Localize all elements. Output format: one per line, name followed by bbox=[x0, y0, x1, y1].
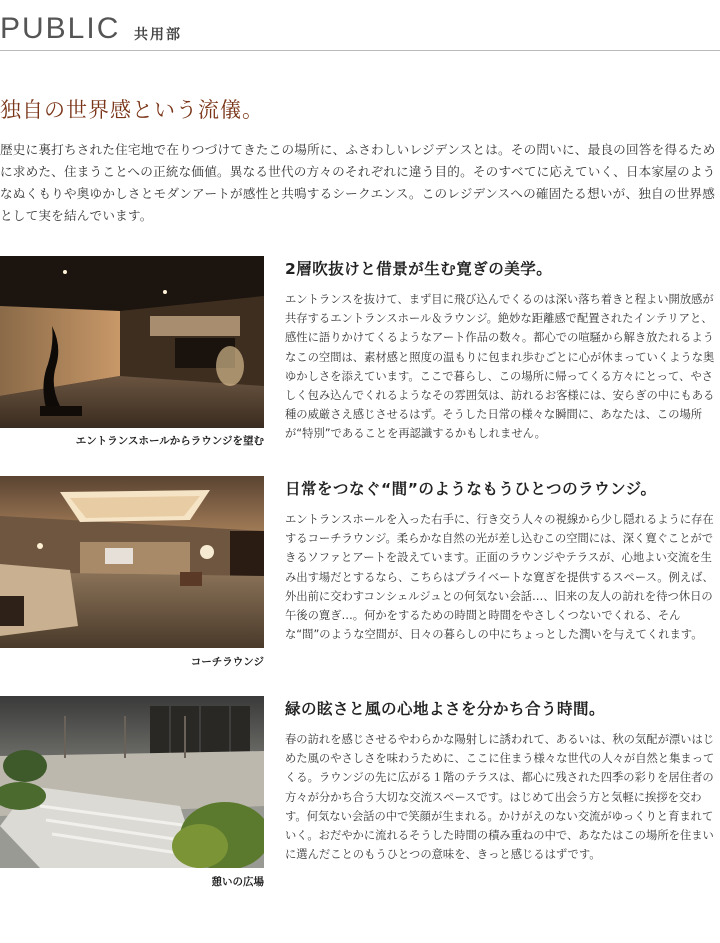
section-title: 緑の眩さと風の心地よさを分かち合う時間。 bbox=[285, 700, 606, 718]
page-title-jp: 共用部 bbox=[134, 27, 182, 43]
section-body: 春の訪れを感じさせるやわらかな陽射しに誘われて、あるいは、秋の気配が漂いはじめた風のやさしさを味わうために、ここに住まう様々な世代の人々が自然と集まってくる。ラウンジの先に広がる１階のテラスは、都心に残された四季の彩りを居住者の方々が分かち合う大切な交流スペースです。はじめて出会う方と気軽に挨拶を交わす。何気ない会話の中で笑顔が生まれる。かけがえのない交流がゆっくりと育まれていく。おだやかに流れるそうした時間の積み重ねの中で、あなたはこの場所を住まいに選んだことのもうひとつの意味を、きっと感じるはずです。 bbox=[285, 733, 715, 862]
headline: 独自の世界感という流儀。 bbox=[0, 98, 264, 122]
intro-paragraph: 歴史に裏打ちされた住宅地で在りつづけてきたこの場所に、ふさわしいレジデンスとは。その問いに、最良の回答を得るために求めた、住まうことへの正統な価値。異なる世代の方々のそれぞれに違う目的。そのすべてに応えていく、日本家屋のようなぬくもりや奥ゆかしさとモダンアートが感性と共鳴するシークエンス。このレジデンスへの確固たる想いが、独自の世界感として実を結んでいます。 bbox=[0, 142, 716, 223]
photo-caption: 憩いの広場 bbox=[211, 876, 264, 888]
section-body: エントランスホールを入った右手に、行き交う人々の視線から少し隠れるように存在するコーチラウンジ。柔らかな自然の光が差し込むこの空間には、深く寛ぐことができるソファとアートを設えています。正面のラウンジやテラスが、心地よい交流を生み出す場だとするなら、こちらはプライベートな寛ぎを提供するスペース。例えば、外出前に交わすコンシェルジュとの何気ない会話…、旧来の友人の訪れを待つ休日の午後の寛ぎ…。何かをするための時間と時間をやさしくつないでくれる、そんな“間”のような空間が、日々の暮らしの中にちょっとした潤いを与えてくれます。 bbox=[285, 513, 714, 642]
section-body: エントランスを抜けて、まず目に飛び込んでくるのは深い落ち着きと程よい開放感が共存するエントランスホール＆ラウンジ。絶妙な距離感で配置されたインテリアと、感性に語りかけてくるようなアート作品の数々。都心での喧騒から解き放たれるようなこの空間は、素材感と照度の温もりに包まれ歩むごとに心が休まっていくような奥ゆかしさを添えています。ここで暮らし、この場所に帰ってくる方々にとって、やさしく包み込んでくれるようなその雰囲気は、訪れるお客様には、安らぎの中にもある種の威厳さえ感じさせるはず。そうした日常の様々な瞬間に、あなたは、この場所が“特別”であることを再認識するかもしれません。 bbox=[285, 293, 715, 441]
section-title: 2層吹抜けと借景が生む寛ぎの美学。 bbox=[285, 260, 553, 278]
entrance-hall-photo bbox=[0, 256, 264, 428]
coach-lounge-photo bbox=[0, 476, 264, 648]
photo-caption: コーチラウンジ bbox=[190, 656, 264, 668]
page-title-en: PUBLIC bbox=[0, 12, 121, 45]
photo-caption: エントランスホールからラウンジを望む bbox=[75, 435, 264, 447]
page-header bbox=[0, 0, 720, 52]
header-divider bbox=[0, 50, 720, 51]
plaza-photo bbox=[0, 696, 264, 868]
section-title: 日常をつなぐ“間”のようなもうひとつのラウンジ。 bbox=[285, 480, 657, 498]
